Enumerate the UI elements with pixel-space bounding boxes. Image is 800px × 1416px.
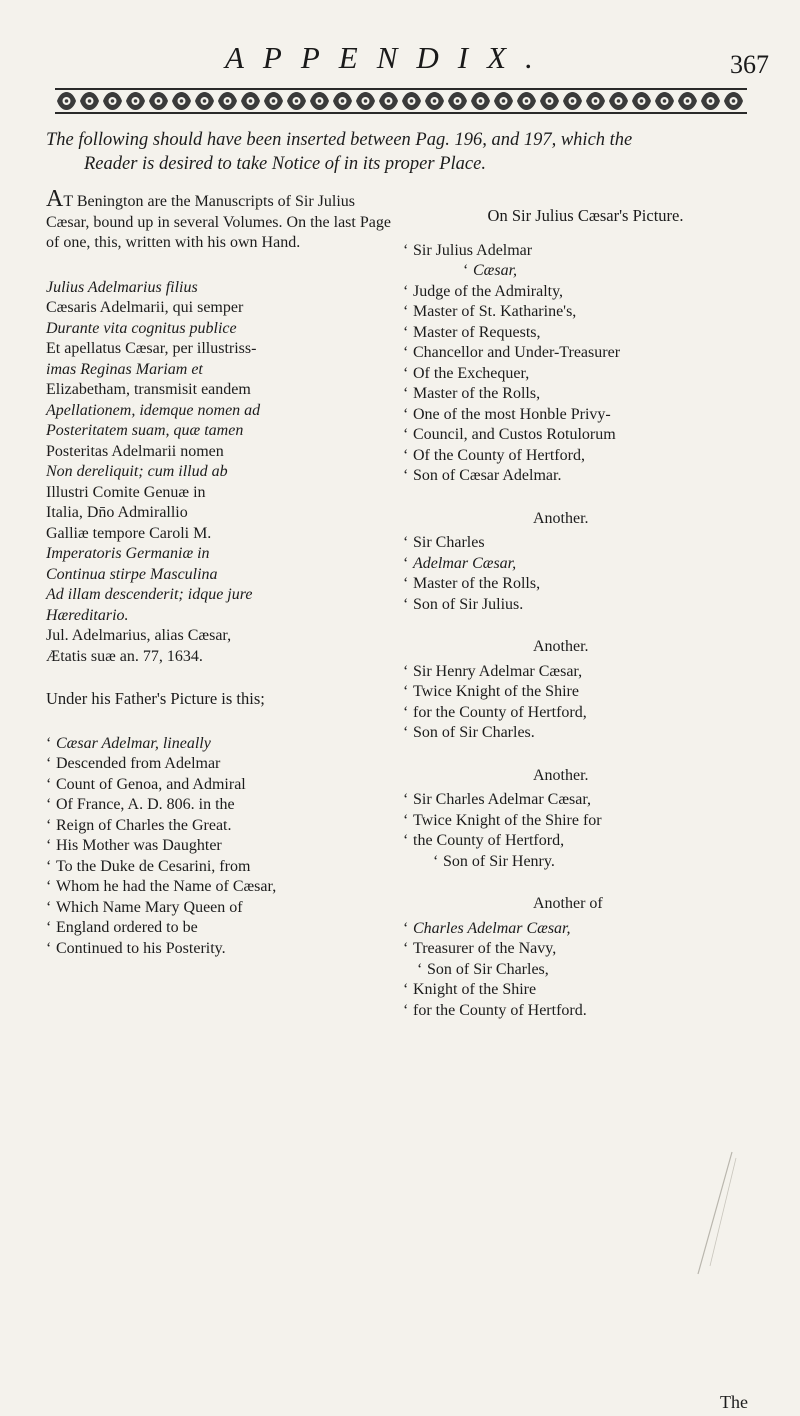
another-block-henry — [403, 637, 768, 744]
ornament-band-icon — [55, 86, 747, 116]
right-column — [403, 206, 768, 1037]
inscription-line: Galliæ tempore Caroli M. — [46, 524, 212, 542]
quoted-line: ‘ for the County of Hertford. — [403, 1001, 587, 1019]
quoted-line: ‘ Master of St. Katharine's, — [403, 303, 577, 320]
inscription-line: Posteritatem suam, quæ tamen — [46, 422, 244, 439]
quoted-line: ‘ Master of the Rolls, — [403, 385, 541, 402]
quoted-line: ‘ the County of Hertford, — [403, 832, 565, 849]
page-number: 367 — [730, 50, 769, 79]
quoted-line: ‘ Cæsar, — [463, 262, 518, 279]
julius-picture-heading: On Sir Julius Cæsar's Picture. — [487, 206, 684, 225]
another-heading: Another of — [533, 895, 603, 912]
quoted-line: ‘ Son of Cæsar Adelmar. — [403, 467, 562, 484]
running-head: APPENDIX. — [225, 40, 552, 75]
quoted-line: ‘ England ordered to be — [46, 919, 198, 936]
another-heading: Another. — [533, 509, 589, 527]
inscription-line: Italia, Dn̄o Admirallio — [46, 504, 188, 521]
quoted-line: ‘ Charles Adelmar Cæsar, — [403, 919, 571, 937]
inscription-line: Imperatoris Germaniæ in — [46, 545, 210, 562]
quoted-line: ‘ Twice Knight of the Shire for — [403, 811, 602, 829]
inscription-line: Durante vita cognitus publice — [46, 319, 237, 337]
quoted-line: ‘ One of the most Honble Privy- — [403, 405, 611, 423]
quoted-line: ‘ Which Name Mary Queen of — [46, 898, 243, 916]
quoted-line: ‘ His Mother was Daughter — [46, 837, 222, 854]
latin-inscription — [46, 278, 391, 668]
quoted-line: ‘ Chancellor and Under-Treasurer — [403, 344, 621, 361]
quoted-line: ‘ Son of Sir Henry. — [433, 852, 555, 870]
inscription-line: Posteritas Adelmarii nomen — [46, 442, 224, 460]
drop-cap: A — [46, 186, 64, 212]
quoted-line: ‘ Adelmar Cæsar, — [403, 554, 517, 572]
another-block-navy — [403, 894, 768, 1021]
quoted-line: ‘ Master of the Rolls, — [403, 575, 541, 592]
intro-line-2: Reader is desired to take Notice of in its proper Place. — [84, 154, 486, 174]
inscription-line: Cæsaris Adelmarii, qui semper — [46, 299, 244, 316]
inscription-line: Hæreditario. — [46, 606, 129, 624]
quoted-line: ‘ Of the County of Hertford, — [403, 446, 585, 464]
quoted-line: ‘ Reign of Charles the Great. — [46, 816, 232, 834]
ornamental-border — [55, 86, 747, 116]
quoted-line: ‘ Of France, A. D. 806. in the — [46, 796, 235, 813]
quoted-line: ‘ Of the Exchequer, — [403, 364, 530, 382]
quoted-line: ‘ Descended from Adelmar — [46, 755, 221, 772]
quoted-line: ‘ Son of Sir Julius. — [403, 595, 524, 613]
quoted-line: ‘ Twice Knight of the Shire — [403, 683, 579, 700]
quoted-line: ‘ Sir Charles — [403, 534, 485, 551]
another-block-charles — [403, 509, 768, 616]
quoted-line: ‘ Knight of the Shire — [403, 981, 537, 998]
inscription-line: Elizabetham, transmisit eandem — [46, 381, 251, 398]
opening-paragraph — [46, 186, 391, 254]
another-heading: Another. — [533, 766, 589, 784]
quoted-line: ‘ Sir Julius Adelmar — [403, 241, 533, 259]
quoted-line: ‘ Whom he had the Name of Cæsar, — [46, 878, 277, 895]
quoted-line: ‘ Council, and Custos Rotulorum — [403, 426, 616, 443]
quoted-line: ‘ Count of Genoa, and Admiral — [46, 775, 246, 793]
father-picture-text — [46, 734, 391, 960]
quoted-line: ‘ Treasurer of the Navy, — [403, 940, 557, 957]
quoted-line: ‘ Judge of the Admiralty, — [403, 282, 564, 300]
another-heading: Another. — [533, 638, 589, 655]
another-block-charles-2 — [403, 766, 768, 873]
quoted-line: ‘ Continued to his Posterity. — [46, 939, 226, 957]
quoted-line: ‘ Son of Sir Charles, — [417, 960, 549, 978]
catchword: The — [720, 1392, 748, 1412]
inscription-line: Julius Adelmarius filius — [46, 278, 198, 296]
inscription-line: Ætatis suæ an. 77, 1634. — [46, 647, 203, 665]
quoted-line: ‘ Master of Requests, — [403, 323, 541, 341]
inscription-line: Jul. Adelmarius, alias Cæsar, — [46, 627, 232, 644]
quoted-line: ‘ for the County of Hertford, — [403, 703, 587, 721]
father-picture-heading: Under his Father's Picture is this; — [46, 689, 265, 708]
quoted-line: ‘ Sir Henry Adelmar Cæsar, — [403, 662, 583, 680]
inscription-line: Ad illam descenderit; idque jure — [46, 586, 253, 603]
intro-note — [46, 128, 766, 176]
left-column — [46, 186, 391, 959]
quoted-line: ‘ Cæsar Adelmar, lineally — [46, 734, 211, 752]
quoted-line: ‘ To the Duke de Cesarini, from — [46, 857, 251, 875]
quoted-line: ‘ Son of Sir Charles. — [403, 724, 535, 741]
intro-line-1: The following should have been inserted between Pag. 196, and 197, which the — [46, 130, 633, 150]
inscription-line: Et apellatus Cæsar, per illustriss- — [46, 340, 257, 357]
pen-mark-icon — [640, 1148, 740, 1278]
inscription-line: Illustri Comite Genuæ in — [46, 483, 206, 501]
inscription-line: Continua stirpe Masculina — [46, 565, 218, 583]
opening-text: T Benington are the Manuscripts of Sir Julius Cæsar, bound up in several Volumes. On the last Page of one, this, written with his own Hand. — [46, 193, 391, 251]
quoted-line: ‘ Sir Charles Adelmar Cæsar, — [403, 791, 591, 808]
julius-picture-text — [403, 241, 768, 487]
inscription-line: Non dereliquit; cum illud ab — [46, 463, 228, 480]
inscription-line: Apellationem, idemque nomen ad — [46, 401, 261, 419]
inscription-line: imas Reginas Mariam et — [46, 360, 203, 378]
